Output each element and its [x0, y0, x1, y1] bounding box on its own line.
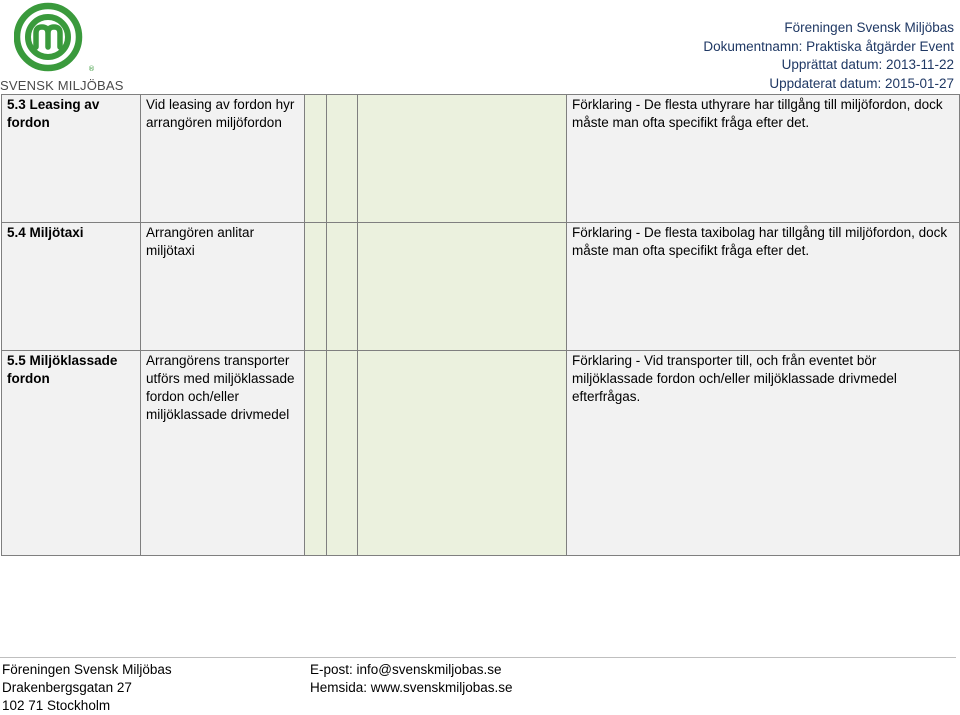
- notes-cell: [358, 351, 567, 556]
- section-number: 5.3: [7, 97, 26, 112]
- checkbox-cell: [327, 95, 358, 223]
- section-number: 5.5: [7, 353, 26, 368]
- footer-org: Föreningen Svensk Miljöbas: [2, 662, 172, 677]
- footer-street: Drakenbergsgatan 27: [2, 680, 132, 695]
- section-cell: [2, 223, 141, 351]
- footer-contact: [310, 661, 513, 697]
- table-row: [2, 351, 960, 556]
- svensk-miljobas-logo: [0, 0, 124, 94]
- header-org: Föreningen Svensk Miljöbas: [784, 20, 954, 35]
- footer-address: [2, 661, 172, 715]
- footer-website: Hemsida: www.svenskmiljobas.se: [310, 680, 513, 695]
- footer-email: E-post: info@svenskmiljobas.se: [310, 662, 502, 677]
- svg-text:®: ®: [88, 65, 95, 73]
- checkbox-cell: [305, 223, 327, 351]
- notes-cell: [358, 95, 567, 223]
- notes-cell: [358, 223, 567, 351]
- action-cell: Vid leasing av fordon hyr arrangören miljöfordon: [141, 95, 305, 223]
- section-cell: [2, 351, 141, 556]
- explanation-cell: Förklaring - Vid transporter till, och från eventet bör miljöklassade fordon och/eller miljöklassade drivmedel efterfrågas.: [567, 351, 960, 556]
- action-cell: Arrangörens transporter utförs med miljöklassade fordon och/eller miljöklassade drivmedel: [141, 351, 305, 556]
- measures-table: [1, 94, 960, 556]
- table-row: [2, 95, 960, 223]
- header-created-date: Upprättat datum: 2013-11-22: [781, 57, 954, 72]
- header-doc-name: Dokumentnamn: Praktiska åtgärder Event: [703, 38, 954, 54]
- logo-text: SVENSK MILJÖBAS: [0, 78, 124, 93]
- section-title: Miljöklassade fordon: [7, 353, 118, 386]
- section-title: Miljötaxi: [29, 225, 84, 240]
- section-cell: [2, 95, 141, 223]
- document-header: [703, 19, 954, 93]
- table-row: [2, 223, 960, 351]
- explanation-cell: Förklaring - De flesta taxibolag har tillgång till miljöfordon, dock måste man ofta specifikt fråga efter det.: [567, 223, 960, 351]
- section-number: 5.4: [7, 225, 26, 240]
- checkbox-cell: [327, 223, 358, 351]
- checkbox-cell: [327, 351, 358, 556]
- header-updated-date: Uppdaterat datum: 2015-01-27: [769, 75, 954, 91]
- checkbox-cell: [305, 351, 327, 556]
- explanation-cell: Förklaring - De flesta uthyrare har tillgång till miljöfordon, dock måste man ofta specifikt fråga efter det.: [567, 95, 960, 223]
- footer-divider: [0, 657, 956, 658]
- checkbox-cell: [305, 95, 327, 223]
- action-cell: Arrangören anlitar miljötaxi: [141, 223, 305, 351]
- footer-postal: 102 71 Stockholm: [2, 698, 111, 713]
- logo-m-swirl-icon: [14, 1, 100, 73]
- section-title: Leasing av fordon: [7, 97, 100, 130]
